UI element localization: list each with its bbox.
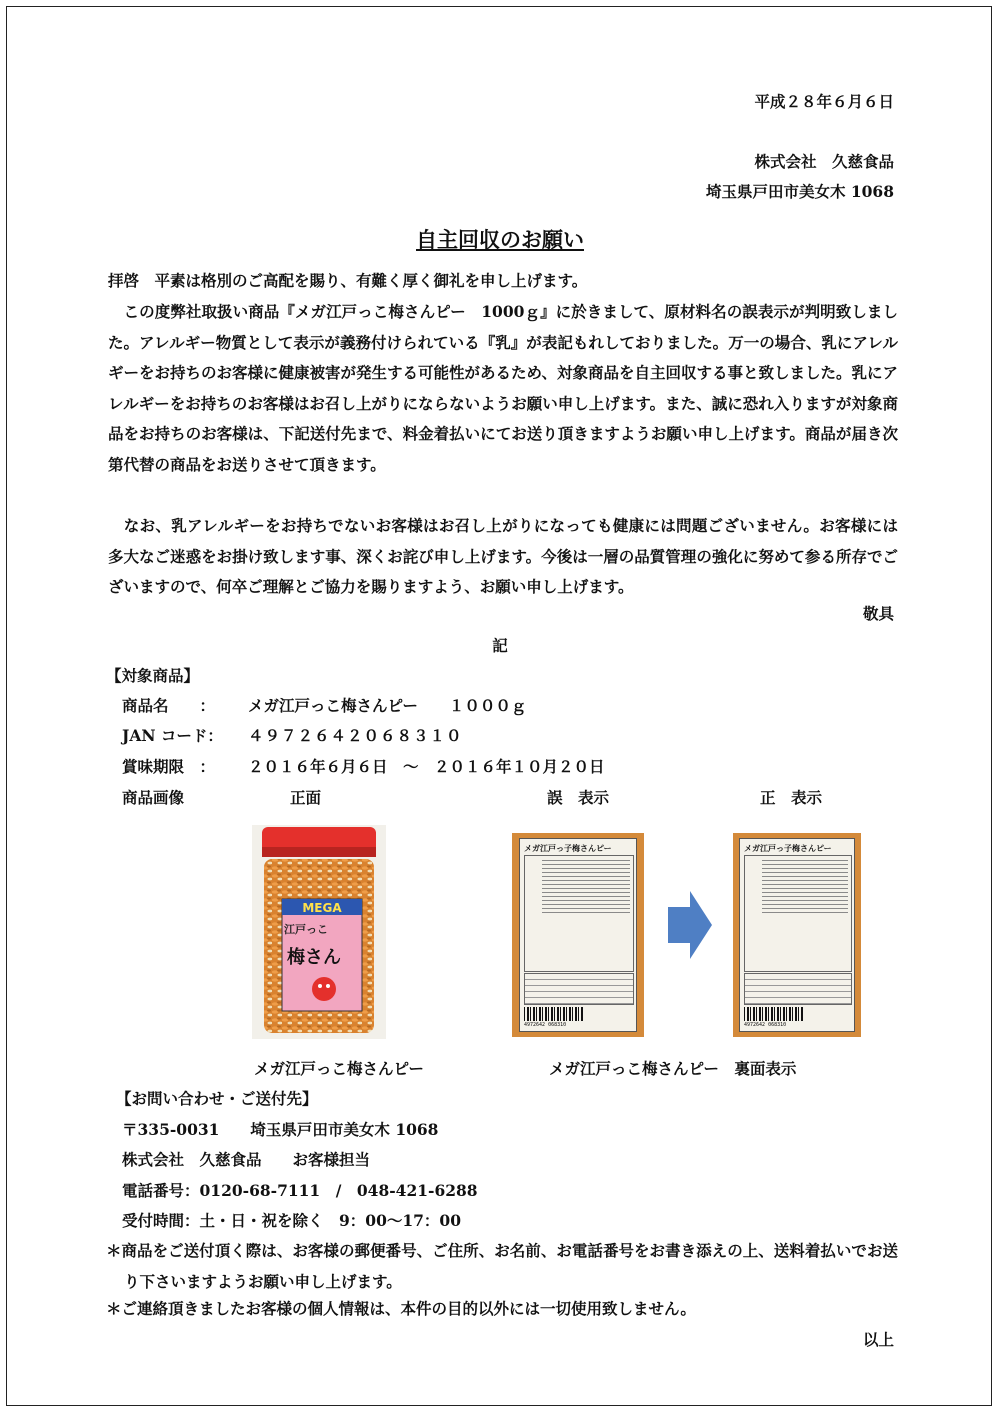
target-product-heading: 【対象商品】 <box>106 666 200 685</box>
product-name-value: メガ江戸っこ梅さんピー １０００ｇ <box>248 696 527 715</box>
jar-ume-text: 梅さん <box>287 947 341 968</box>
ki-heading: 記 <box>492 636 508 655</box>
jar-mega-text: MEGA <box>302 901 342 915</box>
wrong-label-barcode <box>524 1007 584 1021</box>
front-caption: メガ江戸っこ梅さんピー <box>254 1059 424 1078</box>
closing-keigu: 敬具 <box>862 604 894 623</box>
contact-heading: 【お問い合わせ・ご送付先】 <box>116 1089 318 1108</box>
contact-hours: 受付時間：土・日・祝を除く 9：00～17：00 <box>122 1211 461 1230</box>
wrong-label-photo: メガ江戸っ子梅さんピー 4972642 068310 <box>512 833 644 1037</box>
contact-phone: 電話番号：0120-68-7111 / 048-421-6288 <box>122 1181 478 1200</box>
wrong-label-heading: 誤 表示 <box>547 788 610 807</box>
back-caption: メガ江戸っこ梅さんピー 裏面表示 <box>549 1059 797 1078</box>
jan-code-value: ４９７２６４２０６８３１０ <box>248 726 463 745</box>
privacy-note: ＊ご連絡頂きましたお客様の個人情報は、本件の目的以外には一切使用致しません。 <box>106 1299 696 1318</box>
greeting-paragraph: 拝啓 平素は格別のご高配を賜り、有難く厚く御礼を申し上げます。 <box>108 271 588 290</box>
correct-label-photo: メガ江戸っ子梅さんピー 4972642 068310 <box>733 833 861 1037</box>
apology-paragraph: なお、乳アレルギーをお持ちでないお客様はお召し上がりになっても健康には問題ございません。お客様には多大なご迷惑をお掛け致します事、深くお詫び申し上げます。今後は一層の品質管理の強化に努めて参る所存でございますので、何卒ご理解とご協力を賜りますよう、お願い申し上げます。 <box>108 516 898 596</box>
product-image-label: 商品画像 <box>122 788 185 807</box>
arrow-right-icon <box>666 889 714 961</box>
jar-illustration <box>252 825 386 1039</box>
correct-label-barcode <box>744 1007 804 1021</box>
company-name: 株式会社 久慈食品 <box>754 152 894 171</box>
correct-label-heading: 正 表示 <box>760 788 823 807</box>
page-title: 自主回収のお願い <box>416 227 584 252</box>
contact-company: 株式会社 久慈食品 お客様担当 <box>122 1150 371 1169</box>
contact-postal-address: 〒335-0031 埼玉県戸田市美女木 1068 <box>122 1120 439 1139</box>
product-front-photo <box>252 825 386 1039</box>
correct-label-title: メガ江戸っ子梅さんピー <box>744 844 832 853</box>
product-name-label: 商品名 ： <box>122 696 216 715</box>
document-date: 平成２８年６月６日 <box>754 92 894 111</box>
jan-code-label: JAN コード： <box>122 726 223 745</box>
best-before-value: ２０１６年６月６日 ～ ２０１６年１０月２０日 <box>248 757 605 776</box>
jar-mascot <box>312 977 336 1001</box>
recall-paragraph: この度弊社取扱い商品『メガ江戸っこ梅さんピー 1000ｇ』に於きまして、原材料名の誤表示が判明致しました。アレルギー物質として表示が義務付けられている『乳』が表記もれしておりました。万一の場合、乳にアレルギーをお持ちのお客様に健康被害が発生する可能性があるため、対象商品を自主回収する事と致しました。乳にアレルギーをお持ちのお客様はお召し上がりにならないようお願い申し上げます。また、誠に恐れ入りますが対象商品をお持ちのお客様は、下記送付先まで、料金着払いにてお送り頂きますようお願い申し上げます。商品が届き次第代替の商品をお送りさせて頂きます。 <box>108 302 898 474</box>
jar-edokko-text: 江戸っこ <box>284 923 328 936</box>
closing-ijou: 以上 <box>862 1330 894 1349</box>
wrong-label-title: メガ江戸っ子梅さんピー <box>524 844 612 853</box>
company-address: 埼玉県戸田市美女木 1068 <box>705 182 894 201</box>
front-view-label: 正面 <box>290 788 322 807</box>
best-before-label: 賞味期限 ： <box>122 757 216 776</box>
shipping-note: ＊商品をご送付頂く際は、お客様の郵便番号、ご住所、お名前、お電話番号をお書き添えの上、送料着払いでお送り下さいますようお願い申し上げます。 <box>106 1241 898 1291</box>
